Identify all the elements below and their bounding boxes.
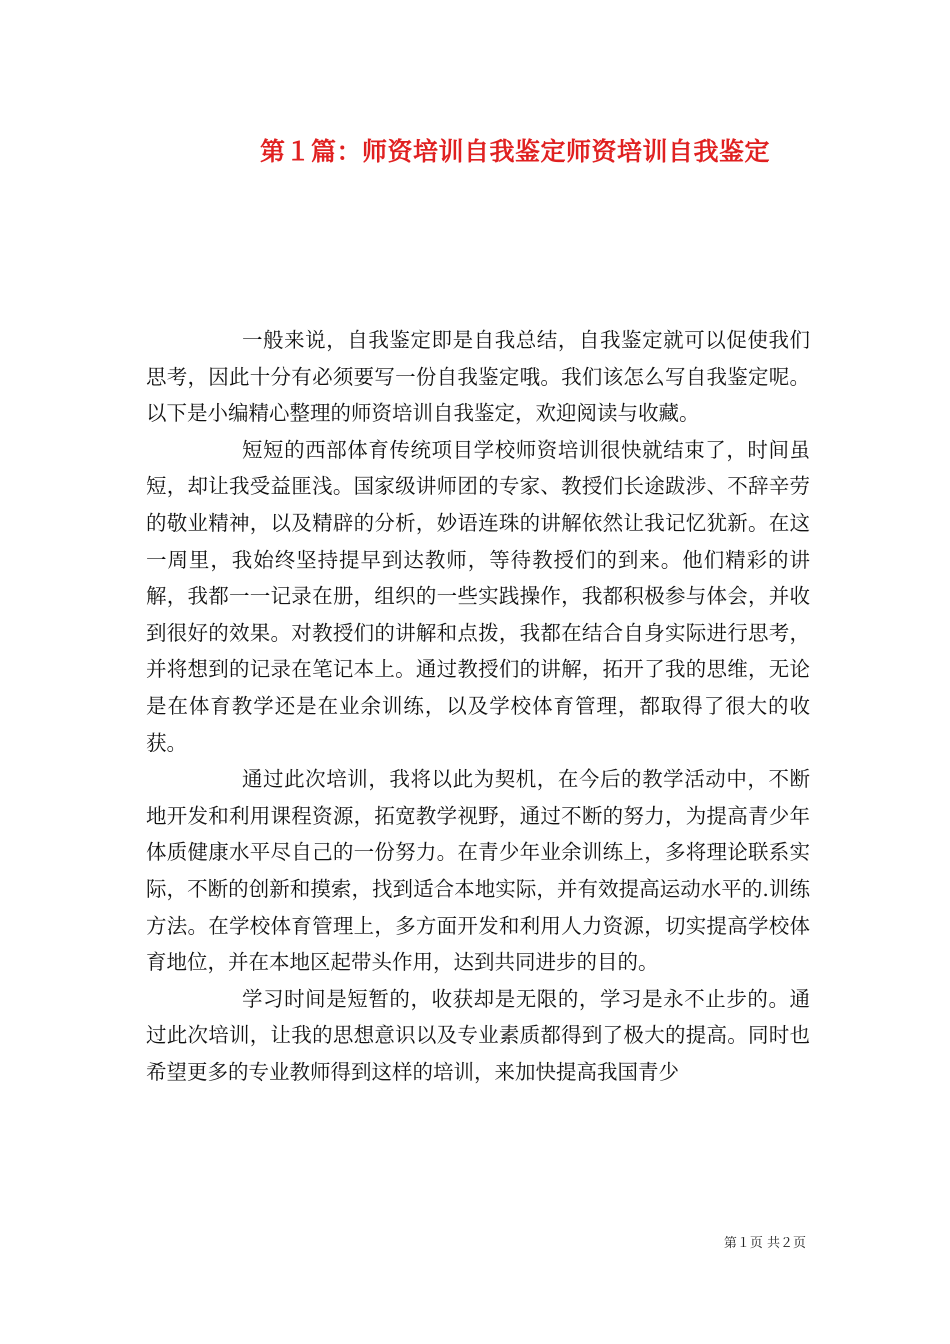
page-number-footer: 第１页 共２页 bbox=[723, 1236, 806, 1251]
paragraph: 一般来说，自我鉴定即是自我总结，自我鉴定就可以促使我们思考，因此十分有必须要写一份自我鉴定哦。我们该怎么写自我鉴定呢。以下是小编精心整理的师资培训自我鉴定，欢迎阅读与收藏。 bbox=[146, 328, 810, 426]
paragraph: 短短的西部体育传统项目学校师资培训很快就结束了，时间虽短，却让我受益匪浅。国家级讲师团的专家、教授们长途跋涉、不辞辛劳的敬业精神，以及精辟的分析，妙语连珠的讲解依然让我记忆犹新。在这一周里，我始终坚持提早到达教师，等待教授们的到来。他们精彩的讲解，我都一一记录在册，组织的一些实践操作，我都积极参与体会，并收到很好的效果。对教授们的讲解和点拨，我都在结合自身实际进行思考，并将想到的记录在笔记本上。通过教授们的讲解，拓开了我的思维，无论是在体育教学还是在业余训练，以及学校体育管理，都取得了很大的收获。 bbox=[146, 437, 810, 755]
document-body bbox=[146, 322, 810, 1090]
paragraph: 学习时间是短暂的，收获却是无限的，学习是永不止步的。通过此次培训，让我的思想意识以及专业素质都得到了极大的提高。同时也希望更多的专业教师得到这样的培训，来加快提高我国青少 bbox=[146, 986, 810, 1084]
document-title: 第１篇：师资培训自我鉴定师资培训自我鉴定 bbox=[259, 137, 770, 166]
paragraph: 通过此次培训，我将以此为契机，在今后的教学活动中，不断地开发和利用课程资源，拓宽教学视野，通过不断的努力，为提高青少年体质健康水平尽自己的一份努力。在青少年业余训练上，多将理论联系实际，不断的创新和摸索，找到适合本地实际，并有效提高运动水平的.训练方法。在学校体育管理上，多方面开发和利用人力资源，切实提高学校体育地位，并在本地区起带头作用，达到共同进步的目的。 bbox=[146, 767, 810, 975]
